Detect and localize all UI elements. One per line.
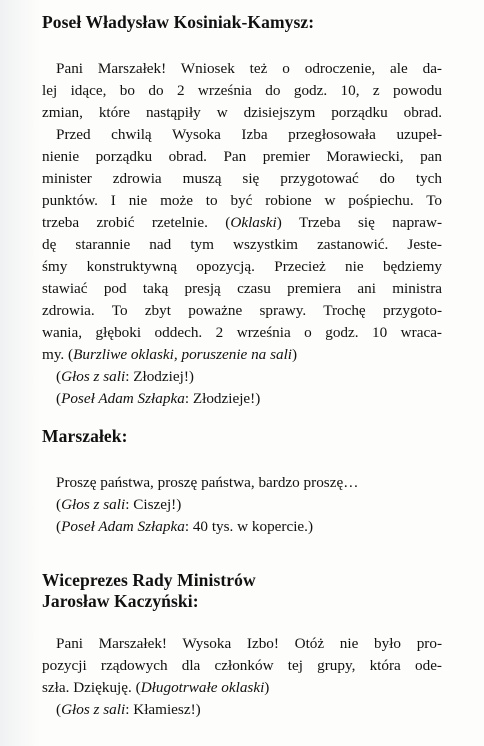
text-line: pozycji rządowych dla członków tej grupy, która ode- xyxy=(42,657,442,674)
interjection-line: (Głos z sali: Ciszej!) xyxy=(56,496,182,513)
interjection-line: (Poseł Adam Szłapka: 40 tys. w kopercie.) xyxy=(56,518,314,535)
text-line: Pani Marszałek! Wniosek też o odroczenie, ale da- xyxy=(56,60,442,77)
text-line: punktów. I nie może to być robione w pośpiechu. To xyxy=(42,192,442,209)
speaker-heading: Marszałek: xyxy=(42,426,128,446)
interjection-line: (Poseł Adam Szłapka: Złodzieje!) xyxy=(56,390,261,407)
text-line: wania, głęboki oddech. 2 września o godz. 10 wraca- xyxy=(42,324,442,341)
text-line: my. (Burzliwe oklaski, poruszenie na sali) xyxy=(42,346,298,363)
interjection-line: (Głos z sali: Kłamiesz!) xyxy=(56,701,201,718)
text-line: lej idące, bo do 2 września do godz. 10, z powodu xyxy=(42,82,442,99)
interjection-line: (Głos z sali: Złodziej!) xyxy=(56,368,194,385)
text-line: minister zdrowia muszą się przygotować do tych xyxy=(42,170,442,187)
text-line: stawiać pod taką presją czasu premiera ani ministra xyxy=(42,280,442,297)
text-line: dę starannie nad tym wszystkim zastanowić. Jeste- xyxy=(42,236,442,253)
text-line: Pani Marszałek! Wysoka Izbo! Otóż nie było pro- xyxy=(56,635,442,652)
text-line: zdrowia. To zbyt poważne sprawy. Trochę przygoto- xyxy=(42,302,442,319)
text-line: zmian, które nastąpiły w dzisiejszym porządku obrad. xyxy=(42,104,442,121)
text-line: Proszę państwa, proszę państwa, bardzo proszę… xyxy=(56,474,359,491)
speaker-heading: Poseł Władysław Kosiniak-Kamysz: xyxy=(42,12,315,32)
speaker-heading: Wiceprezes Rady Ministrów xyxy=(42,570,256,590)
text-line: śmy konstruktywną opozycją. Przecież nie będziemy xyxy=(42,258,442,275)
speaker-heading-line2: Jarosław Kaczyński: xyxy=(42,591,199,611)
text-line: Przed chwilą Wysoka Izba przegłosowała uzupeł- xyxy=(56,126,442,143)
text-line: szła. Dziękuję. (Długotrwałe oklaski) xyxy=(42,679,270,696)
text-line: nienie porządku obrad. Pan premier Morawiecki, pan xyxy=(42,148,442,165)
text-line: trzeba zrobić rzetelnie. (Oklaski) Trzeba się napraw- xyxy=(42,214,442,231)
bleed-through-shadow xyxy=(0,0,40,746)
